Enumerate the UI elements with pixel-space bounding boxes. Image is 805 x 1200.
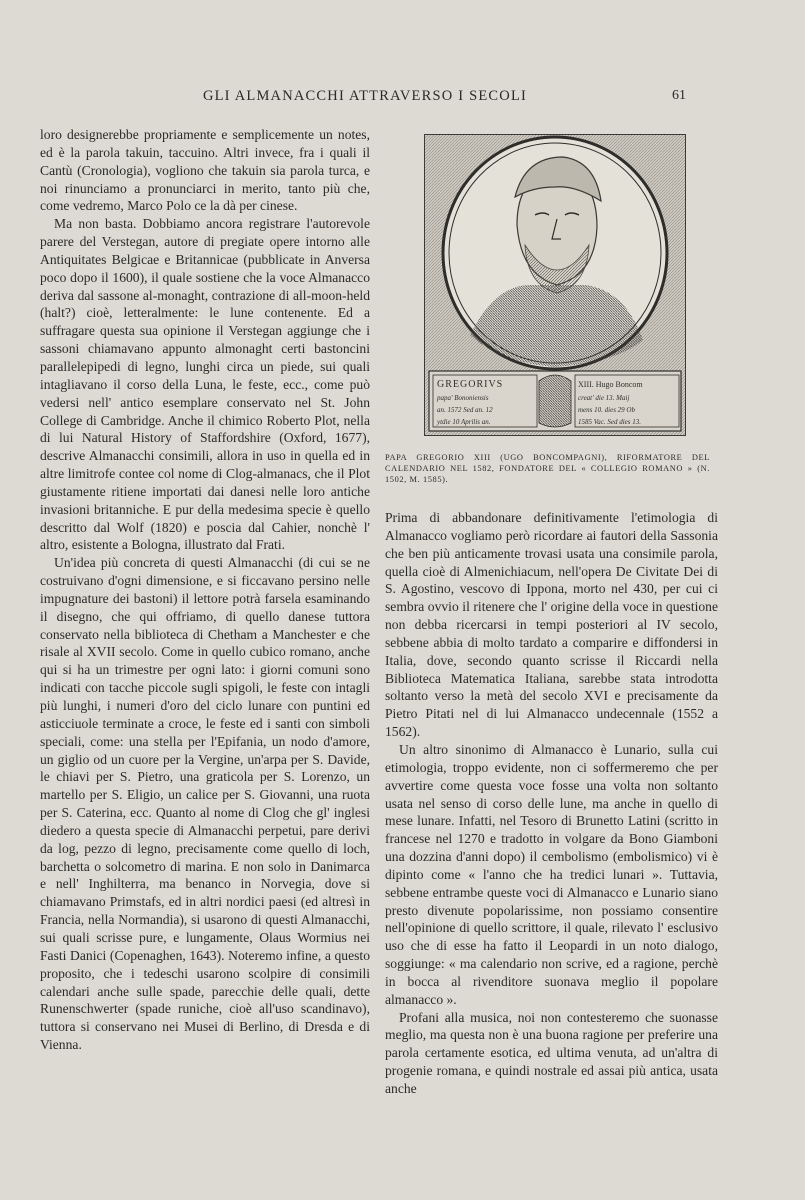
right-column [385, 509, 718, 1098]
right-paragraph-1: Prima di abbandonare definitivamente l'etimologia di Almanacco vogliamo però ricordare ai fautori della Sassonia che ben più anticamente trovasi usata una consimile parola, quella cioè di Almenichiacum, nell'opera De Civitate Dei di S. Agostino, vescovo di Ippona, morto nel 430, per cui ci sembra ovvio il ritenere che l' origine della voce in questione non debba ricercarsi in tempi posteriori al IV secolo, sebbene abbia di molto tardato a comparire e diffondersi in Italia, dove, secondo quanto scrisse il Riccardi nella Biblioteca Matematica Italiana, sarebbe stata introdotta soltanto verso la metà del secolo XVI e precisamente da Pietro Pitati nel di lui Almanacco undecennale (1552 a 1562). [385, 510, 718, 740]
running-title: GLI ALMANACCHI ATTRAVERSO I SECOLI [202, 88, 528, 104]
cartouche-left-line-1: GREGORIVS [437, 379, 504, 390]
left-paragraph-2: Ma non basta. Dobbiamo ancora registrare l'autorevole parere del Verstegan, autore di pregiate opere intorno alle Antiquitates Belgicae e Britannicae (pubblicate in Anversa poco dopo il 1600), il quale sostiene che la voce Almanacco deriva dal sassone al-monaght, contrazione di all-moon-held (halt?) cioè, letteralmente: le lune contenente. Ed a suffragare questa sua opinione il Verstegan aggiunge che i sassoni chiamavano appunto almonaght certi bastoncini parallelepipedi di legno, lunghi circa un piede, sui quali intagliavano il corso della Luna, le feste, ecc., come può vedersi nell' antico esemplare conservato nel St. John College di Cambridge. Anche il chimico Roberto Plot, nella di lui Natural History of Staffordshire (Oxford, 1677), descrive Almanacchi consimili, allora in uso in quella ed in altre limitrofe contee col nome di Clog-almanacs, che il Plot giustamente ritiene importati dai danesi nelle loro antiche invasioni britanniche. E pur della medesima specie è quello descritto dal Wolf (1820) e poscia dal Cahier, nonchè l' altro, esistente a Bologna, illustrato dal Frati. [40, 216, 370, 553]
left-paragraph-1: loro designerebbe propriamente e semplicemente un notes, ed è la parola takuin, taccuino. Altri invece, fra i quali il Cantù (Cronologia), vogliono che takuin sia parola turca, e noi rinunciamo a pronunciarci in merito, tanto più che, come vedremo, Marco Polo ce la dà per cinese. [40, 127, 370, 214]
portrait-illustration [425, 135, 685, 435]
page-number: 61 [672, 88, 686, 103]
page-header [0, 88, 805, 110]
cartouche-right-line-2: creat' die 13. Maij [578, 394, 630, 402]
left-column [40, 126, 370, 1054]
coat-of-arms-icon [539, 375, 571, 427]
cartouche-right-line-1: XIII. Hugo Boncom [578, 380, 643, 389]
cartouche-left-line-4: ytdie 10 Aprilis an. [437, 418, 491, 426]
figure-caption: PAPA GREGORIO XIII (UGO BONCOMPAGNI), RIFORMATORE DEL CALENDARIO NEL 1582, FONDATORE DEL « COLLEGIO ROMANO » (N. 1502, M. 1585). [385, 453, 710, 484]
portrait-engraving [424, 134, 686, 436]
cartouche-left-line-3: an. 1572 Sed an. 12 [437, 406, 493, 414]
cartouche-left-line-2: papa' Bononiensis [437, 394, 489, 402]
left-paragraph-3: Un'idea più concreta di questi Almanacchi (di cui se ne costruivano d'ogni dimensione, e si ficcavano persino nelle impugnature dei bastoni) il lettore potrà farsela esaminando il disegno, che qui offriamo, di quello danese tuttora conservato nella biblioteca di Chetham a Manchester e che risale al XVII secolo. Come in quello cubico romano, anche qui si ha un trimestre per ogni lato: i giorni comuni sono indicati con tacche piccole sugli spigoli, le feste con intagli più lunghi, i numeri d'oro del ciclo lunare con puntini ed asticciuole terminate a croce, le feste ed i santi con simboli speciali, come: una stella per l'Epifania, un nodo d'amore, un giglio od un cuore per la Vergine, un'arpa per S. Davide, le chiavi per S. Pietro, una graticola per S. Lorenzo, un martello per S. Eligio, un calice per S. Giovanni, una ruota per S. Caterina, ecc. Quanto al nome di Clog che gl' inglesi diedero a questa specie di Almanacchi perpetui, pare derivi da log, pezzo di legno, precisamente come quello di loch, barchetta o solcometro di marina. E non solo in Danimarca e nell' Inghilterra, ma benanco in Norvegia, dove si chiamavano Primstafs, ed in altri nordici paesi (ed altresì in Francia, nella Normandia), si usarono di questi Almanacchi, sui quali scrisse pure, e lungamente, Olaus Wormius nei Fasti Danici (Copenaghen, 1643). Noteremo infine, a questo proposito, che i tedeschi usarono scolpire di consimili calendari anche sulle spade, parecchie delle quali, dette Runenschwerter (spade runiche, cioè all'uso scandinavo), tuttora si conservano nei Musei di Berlino, di Dresda e di Vienna. [40, 555, 370, 1053]
cartouche-right-line-4: 1585 Vac. Sed dies 13. [578, 418, 641, 426]
right-paragraph-3: Profani alla musica, noi non contesteremo che suonasse meglio, ma questa non è una buona ragione per preferire una parola certamente esotica, ed ultima venuta, ad un'altra di progenie romana, e quindi nostrale ed assai più antica, usata anche [385, 1009, 718, 1096]
right-paragraph-2: Un altro sinonimo di Almanacco è Lunario, sulla cui etimologia, troppo evidente, non ci soffermeremo che per avvertire come questa voce fosse una volta non soltanto usata nel senso di corso delle lune, ma anche in quello di mese lunare. Infatti, nel Tesoro di Brunetto Latini (scritto in francese nel 1270 e tradotto in volgare da Bono Giamboni una dozzina d'anni dopo) il cembolismo (embolismico) vi è dipinto come « l'anno che ha tredici lunari ». Tuttavia, sebbene entrambe queste voci di Almanacco e Lunario siano presto divenute popolarissime, non possiamo consentire nell'opinione di quello scrittore, il quale, rilevato l' esclusivo uso che di esse ha fatto il Leopardi in un noto dialogo, soggiunge: « ma calendario non scrive, ed a ragione, perchè in bocca al rivenditore suonava meglio il popolare almanacco ». [385, 741, 718, 1007]
cartouche-right-line-3: mens 10. dies 29 Ob [578, 406, 635, 414]
